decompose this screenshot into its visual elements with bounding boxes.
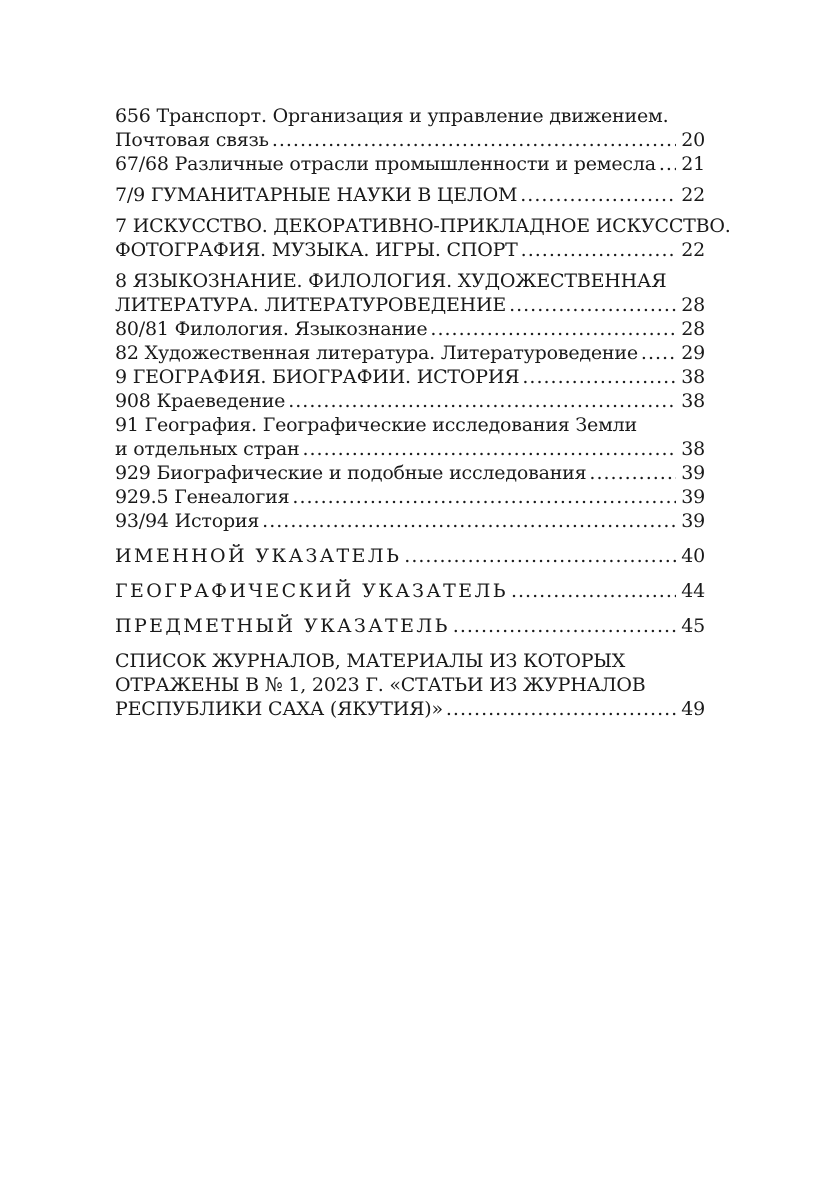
toc-entry-history[interactable] — [115, 509, 705, 533]
toc-entry-text: 9 ГЕОГРАФИЯ. БИОГРАФИИ. ИСТОРИЯ — [115, 366, 520, 388]
toc-line — [115, 128, 705, 152]
toc-line — [115, 183, 705, 207]
toc-line — [115, 437, 705, 461]
dot-leader — [404, 544, 676, 568]
dot-leader — [511, 579, 676, 603]
toc-line — [115, 413, 705, 437]
toc-line — [115, 461, 705, 485]
toc-entry-text: РЕСПУБЛИКИ САХА (ЯКУТИЯ)» — [115, 698, 443, 720]
toc-line — [115, 341, 705, 365]
dot-leader — [292, 485, 676, 509]
toc-entry-text: ОТРАЖЕНЫ В № 1, 2023 Г. «СТАТЬИ ИЗ ЖУРНАЛОВ — [115, 674, 646, 696]
toc-page-number: 20 — [681, 129, 705, 151]
toc-entry-geographic-index[interactable] — [115, 579, 705, 603]
toc-entry-transport[interactable] — [115, 104, 705, 152]
toc-page-number: 29 — [681, 342, 705, 364]
toc-entry-geography[interactable] — [115, 413, 705, 461]
toc-page-number: 28 — [681, 294, 705, 316]
toc-entry-philology[interactable] — [115, 317, 705, 341]
dot-leader — [520, 183, 676, 207]
dot-leader — [641, 341, 676, 365]
toc-entry-humanities[interactable] — [115, 183, 705, 207]
toc-entry-text: ИМЕННОЙ УКАЗАТЕЛЬ — [115, 545, 402, 567]
toc-page-number: 28 — [681, 318, 705, 340]
toc-entry-subject-index[interactable] — [115, 614, 705, 638]
toc-line — [115, 649, 705, 673]
dot-leader — [522, 365, 676, 389]
toc-entry-text: ФОТОГРАФИЯ. МУЗЫКА. ИГРЫ. СПОРТ — [115, 239, 518, 261]
toc-entry-journal-list[interactable] — [115, 649, 705, 721]
toc-entry-text: 7 ИСКУССТВО. ДЕКОРАТИВНО-ПРИКЛАДНОЕ ИСКУССТВО. — [115, 215, 731, 237]
toc-line — [115, 214, 731, 238]
toc-line — [115, 389, 705, 413]
toc-entry-text: 908 Краеведение — [115, 390, 286, 412]
toc-page-number: 21 — [681, 153, 705, 175]
table-of-contents — [115, 104, 731, 721]
toc-line — [115, 269, 705, 293]
toc-entry-text: 67/68 Различные отрасли промышленности и ремесла — [115, 153, 656, 175]
toc-line — [115, 152, 705, 176]
toc-entry-text: Почтовая связь — [115, 129, 269, 151]
toc-line — [115, 579, 705, 603]
dot-leader — [521, 238, 676, 262]
toc-line — [115, 365, 705, 389]
toc-entry-arts[interactable] — [115, 214, 731, 262]
toc-entry-industry[interactable] — [115, 152, 705, 176]
toc-line — [115, 673, 705, 697]
toc-line — [115, 614, 705, 638]
toc-entry-text: 82 Художественная литература. Литературоведение — [115, 342, 638, 364]
toc-entry-text: 929 Биографические и подобные исследования — [115, 462, 587, 484]
toc-page-number: 38 — [681, 366, 705, 388]
toc-entry-text: и отдельных стран — [115, 438, 300, 460]
toc-entry-linguistics[interactable] — [115, 269, 705, 317]
toc-line — [115, 317, 705, 341]
toc-page-number: 45 — [681, 615, 705, 637]
toc-page-number: 39 — [681, 510, 705, 532]
toc-page-number: 39 — [681, 462, 705, 484]
toc-entry-text: 929.5 Генеалогия — [115, 486, 290, 508]
toc-entry-text: СПИСОК ЖУРНАЛОВ, МАТЕРИАЛЫ ИЗ КОТОРЫХ — [115, 650, 626, 672]
toc-entry-fiction[interactable] — [115, 341, 705, 365]
dot-leader — [262, 509, 676, 533]
toc-entry-text: 80/81 Филология. Языкознание — [115, 318, 428, 340]
toc-entry-genealogy[interactable] — [115, 485, 705, 509]
dot-leader — [302, 437, 676, 461]
toc-page-number: 22 — [681, 239, 705, 261]
dot-leader — [430, 317, 676, 341]
dot-leader — [659, 152, 676, 176]
toc-entry-text: 656 Транспорт. Организация и управление движением. — [115, 105, 669, 127]
toc-line — [115, 238, 705, 262]
toc-entry-text: ПРЕДМЕТНЫЙ УКАЗАТЕЛЬ — [115, 615, 450, 637]
dot-leader — [453, 614, 676, 638]
dot-leader — [509, 293, 676, 317]
toc-entry-text: 91 География. Географические исследования Земли — [115, 414, 638, 436]
toc-line — [115, 509, 705, 533]
toc-entry-text: 8 ЯЗЫКОЗНАНИЕ. ФИЛОЛОГИЯ. ХУДОЖЕСТВЕННАЯ — [115, 270, 667, 292]
dot-leader — [446, 697, 676, 721]
toc-page-number: 49 — [681, 698, 705, 720]
toc-entry-text: ГЕОГРАФИЧЕСКИЙ УКАЗАТЕЛЬ — [115, 580, 508, 602]
toc-entry-text: 93/94 История — [115, 510, 260, 532]
toc-entry-local-history[interactable] — [115, 389, 705, 413]
dot-leader — [589, 461, 676, 485]
toc-page-number: 38 — [681, 438, 705, 460]
dot-leader — [272, 128, 676, 152]
toc-line — [115, 544, 705, 568]
toc-page-number: 39 — [681, 486, 705, 508]
toc-line — [115, 485, 705, 509]
toc-line — [115, 697, 705, 721]
toc-entry-geography-history[interactable] — [115, 365, 705, 389]
toc-line — [115, 104, 705, 128]
toc-entry-biographies[interactable] — [115, 461, 705, 485]
dot-leader — [288, 389, 676, 413]
toc-page-number: 22 — [681, 184, 705, 206]
toc-entry-text: 7/9 ГУМАНИТАРНЫЕ НАУКИ В ЦЕЛОМ — [115, 184, 518, 206]
toc-entry-name-index[interactable] — [115, 544, 705, 568]
toc-page-number: 40 — [681, 545, 705, 567]
toc-page-number: 38 — [681, 390, 705, 412]
toc-page-number: 44 — [681, 580, 705, 602]
toc-line — [115, 293, 705, 317]
toc-entry-text: ЛИТЕРАТУРА. ЛИТЕРАТУРОВЕДЕНИЕ — [115, 294, 507, 316]
